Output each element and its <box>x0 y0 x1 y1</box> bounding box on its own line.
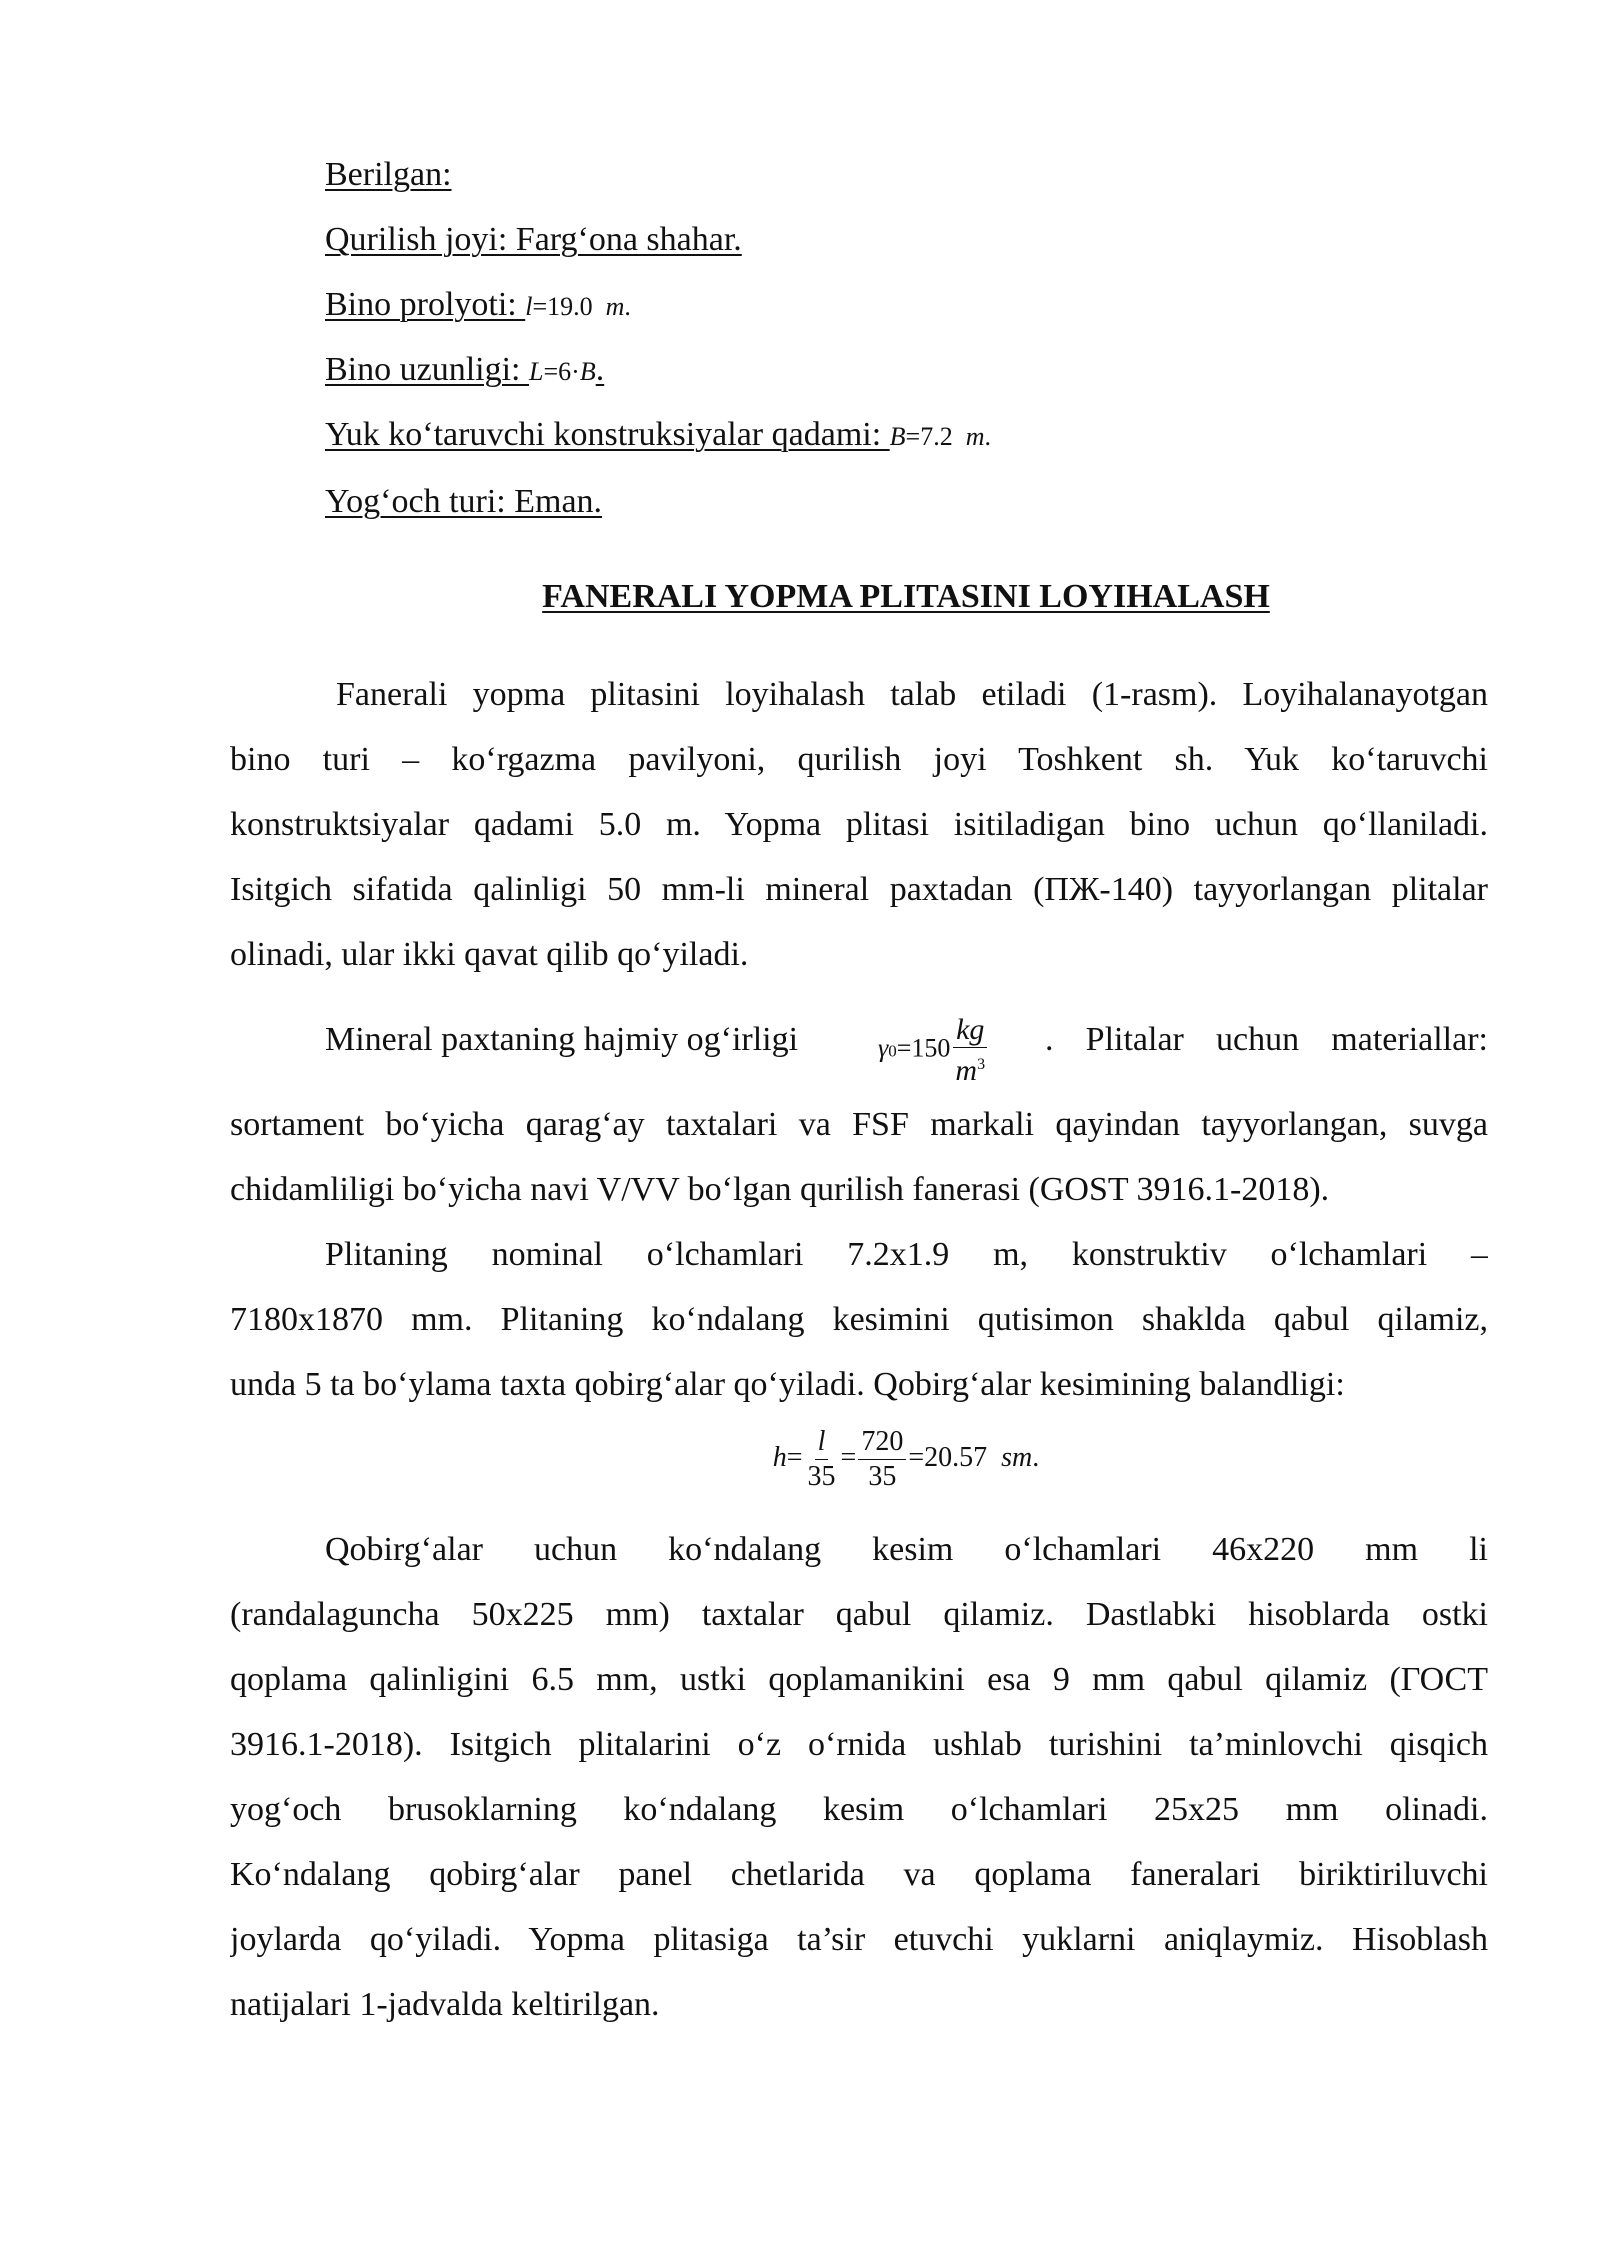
given-span-label: Bino prolyoti: <box>325 286 526 323</box>
span-formula: l=19.0 m. <box>525 292 631 321</box>
given-length-label: Bino uzunligi: <box>325 351 529 388</box>
formula-lhs: h <box>772 1441 787 1473</box>
given-length: Bino uzunligi: L=6·B. <box>325 351 605 388</box>
para2-tail: . Plitalar uchun materiallar: <box>1045 1021 1488 1058</box>
given-title: Berilgan: <box>325 156 452 193</box>
para1-line: olinadi, ular ikki qavat qilib qo‘yiladi. <box>230 936 749 973</box>
unit-exponent: 3 <box>977 1056 986 1073</box>
para1-line: Isitgich sifatida qalinligi 50 mm-li mineral paxtadan (ПЖ-140) tayyorlangan plitalar <box>230 871 1488 908</box>
para1-line: Fanerali yopma plitasini loyihalash talab etiladi (1-rasm). Loyihalanayotgan <box>336 676 1488 713</box>
formula-num1: l <box>815 1425 829 1460</box>
para2-lead: Mineral paxtaning hajmiy og‘irligi <box>325 1021 799 1058</box>
unit-numerator: kg <box>953 1013 987 1048</box>
para1-line: konstruktsiyalar qadami 5.0 m. Yopma plitasi isitiladigan bino uchun qo‘llaniladi. <box>230 806 1488 843</box>
height-formula: h= $\frac{l}{35}$ = $\frac{720}{35}$ =20.57 sm. <box>772 1426 1040 1492</box>
para4-line: Qobirg‘alar uchun ko‘ndalang kesim o‘lchamlari 46x220 mm li <box>325 1531 1488 1568</box>
para3-line: unda 5 ta bo‘ylama taxta qobirg‘alar qo‘yiladi. Qobirg‘alar kesimining balandligi: <box>230 1366 1345 1403</box>
given-step <box>325 415 991 457</box>
formula-den2: 35 <box>868 1461 897 1492</box>
para4-line: (randalaguncha 50x225 mm) taxtalar qabul qilamiz. Dastlabki hisoblarda ostki <box>230 1596 1488 1633</box>
span-value: 19.0 <box>547 292 593 321</box>
formula-unit: sm <box>1001 1441 1033 1473</box>
section-heading: FANERALI YOPMA PLITASINI LOYIHALASH <box>542 578 1270 615</box>
para4-line: 3916.1-2018). Isitgich plitalarini o‘z o‘rnida ushlab turishini ta’minlovchi qisqich <box>230 1726 1488 1763</box>
formula-num2: 720 <box>858 1425 906 1460</box>
para1-line: bino turi – ko‘rgazma pavilyoni, qurilish joyi Toshkent sh. Yuk ko‘taruvchi <box>230 741 1488 778</box>
given-wood-type: Yog‘och turi: Eman. <box>325 483 603 520</box>
step-formula: B=7.2 m. <box>889 422 991 451</box>
given-step-label: Yuk ko‘taruvchi konstruksiyalar qadami: <box>325 416 890 453</box>
para3-line: Plitaning nominal o‘lchamlari 7.2x1.9 m, konstruktiv o‘lchamlari – <box>325 1236 1488 1273</box>
length-value: 6 <box>558 357 572 386</box>
para4-line: yog‘och brusoklarning ko‘ndalang kesim o‘lchamlari 25x25 mm olinadi. <box>230 1791 1488 1828</box>
para2-first-line <box>325 995 1488 1085</box>
para2-line: sortament bo‘yicha qarag‘ay taxtalari va FSF markali qayindan tayyorlangan, suvga <box>230 1106 1488 1143</box>
formula-result: 20.57 <box>924 1441 988 1473</box>
para4-line: qoplama qalinligini 6.5 mm, ustki qoplamanikini esa 9 mm qabul qilamiz (ГОСТ <box>230 1661 1488 1698</box>
para2-line: chidamliligi bo‘yicha navi V/VV bo‘lgan qurilish fanerasi (GOST 3916.1-2018). <box>230 1171 1330 1208</box>
para4-line: Ko‘ndalang qobirg‘alar panel chetlarida va qoplama faneralari biriktiriluvchi <box>230 1856 1488 1893</box>
gamma-formula: γ0=150 $\frac{kg}{m^3}$ <box>878 1013 990 1088</box>
given-span <box>325 285 631 327</box>
para4-line: joylarda qo‘yiladi. Yopma plitasiga ta’sir etuvchi yuklarni aniqlaymiz. Hisoblash <box>230 1921 1488 1958</box>
gamma-value: 150 <box>911 1033 951 1063</box>
formula-den1: 35 <box>807 1461 836 1492</box>
given-location: Qurilish joyi: Farg‘ona shahar. <box>325 221 742 258</box>
unit-denominator: m <box>955 1054 978 1087</box>
para3-line: 7180x1870 mm. Plitaning ko‘ndalang kesimini qutisimon shaklda qabul qilamiz, <box>230 1301 1488 1338</box>
para4-line: natijalari 1-jadvalda keltirilgan. <box>230 1986 660 2023</box>
step-value: 7.2 <box>920 422 953 451</box>
length-formula: L=6·B <box>529 357 596 386</box>
